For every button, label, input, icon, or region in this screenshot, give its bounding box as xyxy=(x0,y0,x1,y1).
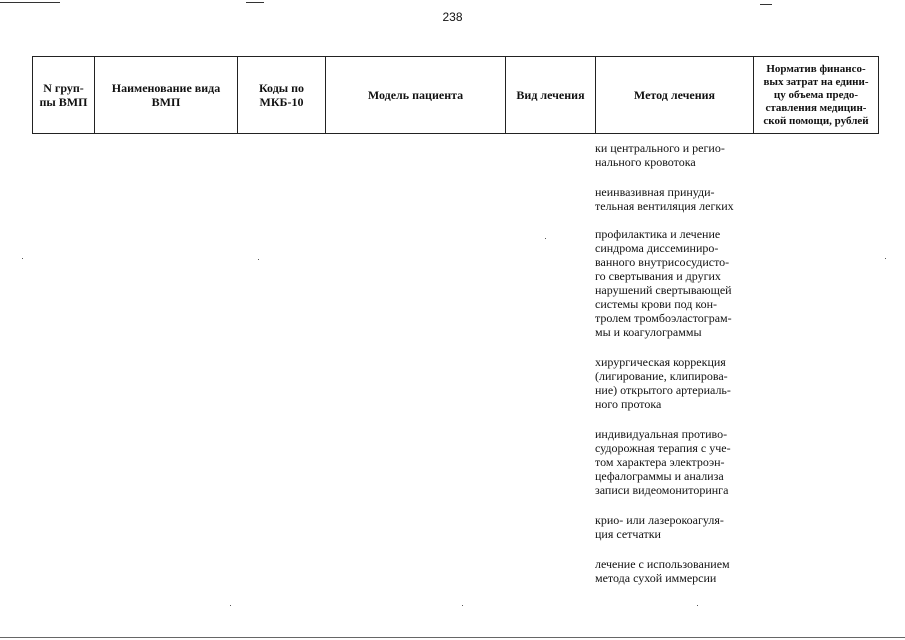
scan-speck xyxy=(22,258,23,259)
method-item: хирургическая коррекция (лигирование, клипирова- ние) открытого артериаль- ного протока xyxy=(595,355,731,411)
header-group-number-text: N груп- пы ВМП xyxy=(39,81,88,109)
scan-speck xyxy=(885,258,886,259)
scan-line-top-right xyxy=(760,4,772,5)
header-cost-standard-text: Норматив финансо- вых затрат на едини- цу объема предо- ставления медицин- ской помощи, рублей xyxy=(763,62,869,127)
header-patient-model xyxy=(326,57,506,134)
header-patient-model-text: Модель пациента xyxy=(367,88,464,102)
scan-line-bottom xyxy=(0,637,905,638)
scan-speck xyxy=(230,605,231,606)
method-item: неинвазивная принуди- тельная вентиляция легких xyxy=(595,185,734,213)
scan-line-top-left xyxy=(0,2,60,3)
header-icd-codes xyxy=(238,57,326,134)
header-treatment-type-text: Вид лечения xyxy=(516,88,585,102)
header-treatment-type xyxy=(506,57,596,134)
scan-speck xyxy=(697,605,698,606)
method-column xyxy=(595,141,755,597)
table-header xyxy=(32,56,879,134)
header-icd-codes-text: Коды по МКБ-10 xyxy=(258,81,305,109)
scan-speck xyxy=(258,259,259,260)
method-item: ки центрального и регио- нального кровотока xyxy=(595,141,725,169)
method-item: лечение с использованием метода сухой иммерсии xyxy=(595,557,730,585)
header-vmp-name-text: Наименование вида ВМП xyxy=(111,81,221,109)
method-item: профилактика и лечение синдрома диссеминиро- ванного внутрисосудисто- го свертывания и других нарушений свертывающей системы крови под кон- тролем тромбоэластограм- мы и коагулограммы xyxy=(595,227,732,339)
header-vmp-name xyxy=(95,57,238,134)
scan-speck xyxy=(462,605,463,606)
scan-line-top-mid xyxy=(246,2,264,3)
header-treatment-method-text: Метод лечения xyxy=(633,88,716,102)
header-cost-standard xyxy=(754,57,879,134)
method-item: индивидуальная противо- судорожная терапия с уче- том характера электроэн- цефалограммы и анализа записи видеомониторинга xyxy=(595,427,731,497)
page-number: 238 xyxy=(442,10,463,24)
header-treatment-method xyxy=(596,57,754,134)
method-item: крио- или лазерокоагуля- ция сетчатки xyxy=(595,513,724,541)
table-header-row xyxy=(33,57,879,134)
scan-speck xyxy=(545,238,546,239)
header-group-number xyxy=(33,57,95,134)
